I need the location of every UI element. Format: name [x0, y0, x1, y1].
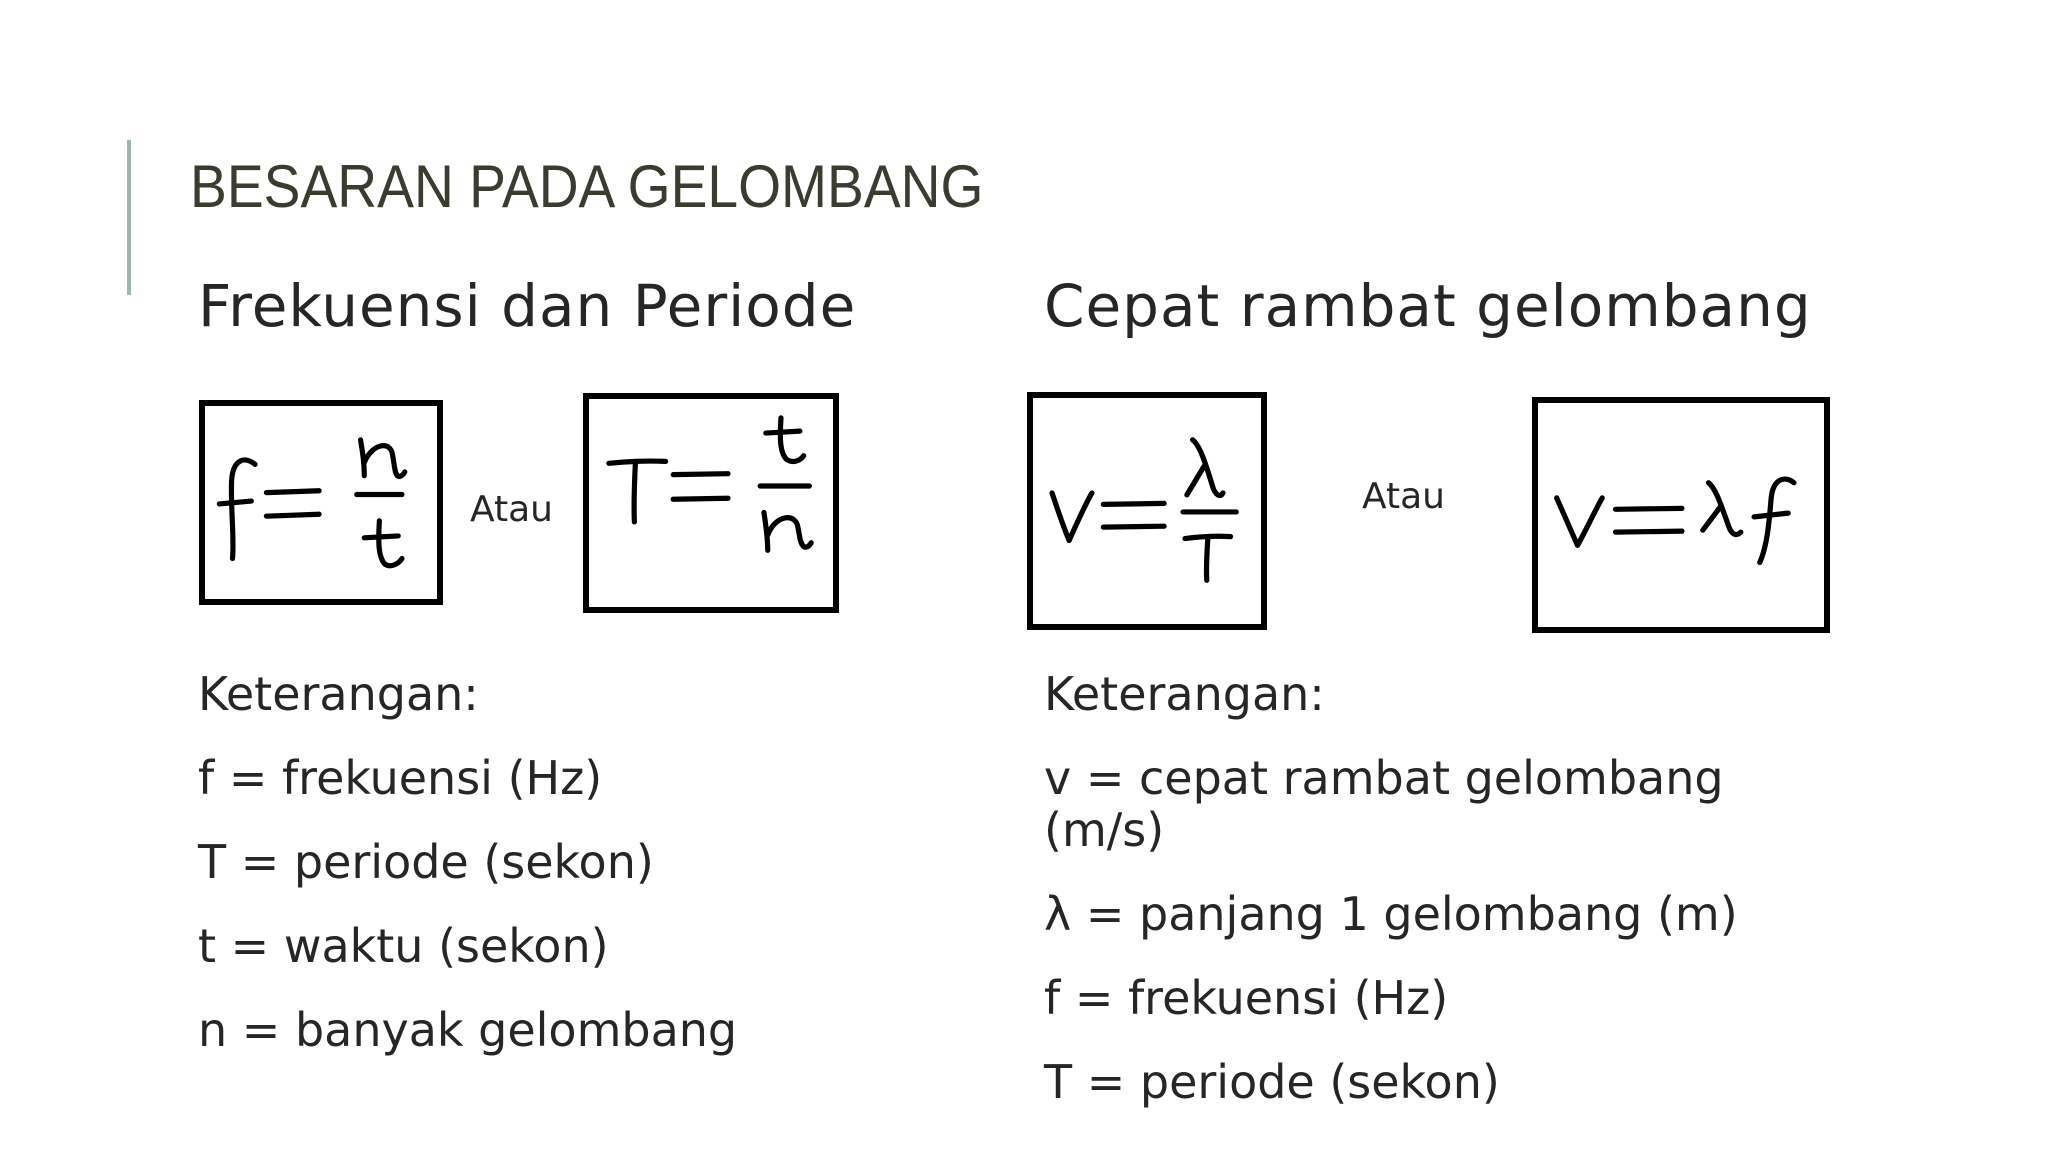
formula-period-image: [589, 399, 833, 607]
formula-velocity-period-box: [1027, 392, 1267, 630]
left-atau-label: Atau: [470, 489, 553, 530]
formula-velocity-period-image: [1033, 398, 1261, 624]
left-legend-item: f = frekuensi (Hz): [198, 751, 603, 805]
left-legend-item: n = banyak gelombang: [198, 1003, 738, 1057]
right-legend-item: f = frekuensi (Hz): [1044, 971, 1449, 1025]
left-legend: [198, 668, 878, 1056]
right-legend-title: Keterangan:: [1044, 667, 1325, 721]
right-section-heading: Cepat rambat gelombang: [1044, 272, 1812, 340]
formula-period-box: [583, 393, 839, 613]
left-legend-title: Keterangan:: [198, 667, 479, 721]
slide-title: BESARAN PADA GELOMBANG: [190, 153, 984, 220]
left-section-heading: Frekuensi dan Periode: [198, 272, 857, 340]
right-legend-item: λ = panjang 1 gelombang (m): [1044, 887, 1738, 941]
left-legend-item: T = periode (sekon): [198, 835, 654, 889]
right-legend-item: T = periode (sekon): [1044, 1055, 1500, 1109]
title-accent-bar: [127, 140, 131, 295]
right-atau-label: Atau: [1362, 476, 1445, 517]
formula-frequency-box: [199, 400, 443, 605]
formula-velocity-frequency-image: [1538, 403, 1824, 627]
formula-velocity-frequency-box: [1532, 397, 1830, 633]
right-legend-item: v = cepat rambat gelombang (m/s): [1044, 751, 1724, 857]
left-legend-item: t = waktu (sekon): [198, 919, 609, 973]
formula-frequency-image: [205, 406, 437, 599]
right-legend: [1044, 668, 1804, 1108]
